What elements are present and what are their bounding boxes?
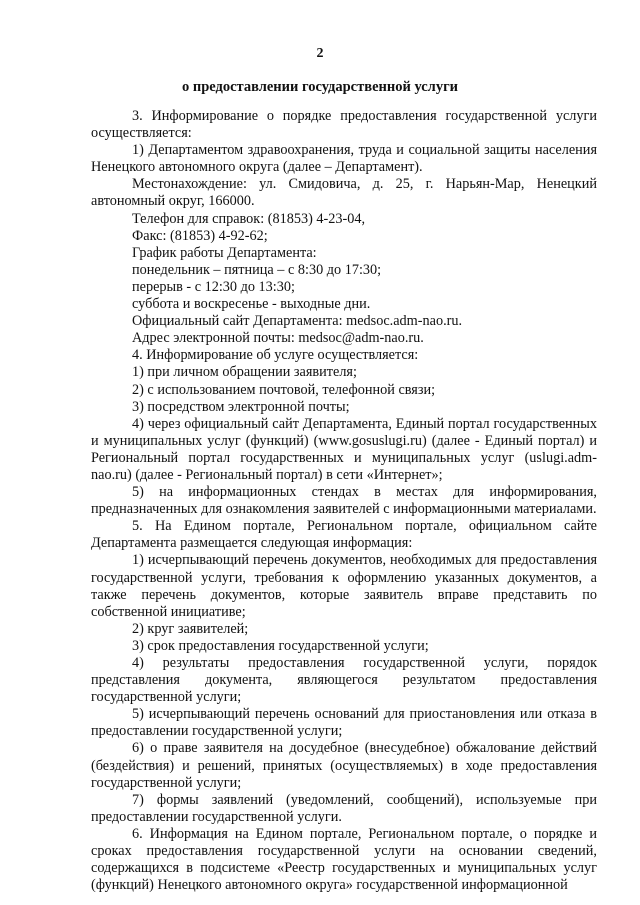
paragraph-4-5: 5) на информационных стендах в местах для информирования, предназначенных для ознакомления заявителей с информационными материалами. bbox=[91, 484, 597, 518]
paragraph-5-7: 7) формы заявлений (уведомлений, сообщений), используемые при предоставлении государственной услуги. bbox=[91, 791, 597, 825]
paragraph-fax: Факс: (81853) 4-92-62; bbox=[132, 227, 268, 244]
paragraph-6-intro: 6. Информация на Едином портале, Региональном портале, о порядке и сроках предоставления государственной услуги на основании сведений, содержащихся в подсистеме «Реестр государственных и муниципальных услуг (функций) Ненецкого автономного округа» государственной информационной bbox=[91, 825, 597, 894]
paragraph-5-4: 4) результаты предоставления государственной услуги, порядок представления документа, являющегося результатом предоставления государственной услуги; bbox=[91, 655, 597, 706]
paragraph-3-intro: 3. Информирование о порядке предоставления государственной услуги осуществляется: bbox=[91, 108, 597, 142]
paragraph-5-1: 1) исчерпывающий перечень документов, необходимых для предоставления государственной услуги, требования к оформлению указанных документов, а также перечень документов, которые заявитель вправе представить по собственной инициативе; bbox=[91, 552, 597, 620]
paragraph-5-5: 5) исчерпывающий перечень оснований для приостановления или отказа в предоставлении государственной услуги; bbox=[91, 706, 597, 740]
paragraph-5-3: 3) срок предоставления государственной услуги; bbox=[132, 637, 429, 654]
paragraph-website: Официальный сайт Департамента: medsoc.adm-nao.ru. bbox=[132, 313, 463, 330]
paragraph-5-intro: 5. На Едином портале, Региональном портале, официальном сайте Департамента размещается следующая информация: bbox=[91, 518, 597, 552]
paragraph-5-2: 2) круг заявителей; bbox=[132, 620, 249, 637]
paragraph-3-1-department: 1) Департаментом здравоохранения, труда и социальной защиты населения Ненецкого автономного округа (далее – Департамент). bbox=[91, 142, 597, 176]
paragraph-5-6: 6) о праве заявителя на досудебное (внесудебное) обжалование действий (бездействия) и решений, принятых (осуществляемых) в ходе предоставления государственной услуги; bbox=[91, 740, 597, 791]
paragraph-email: Адрес электронной почты: medsoc@adm-nao.ru. bbox=[132, 330, 424, 347]
paragraph-phone: Телефон для справок: (81853) 4-23-04, bbox=[132, 210, 366, 227]
paragraph-4-1: 1) при личном обращении заявителя; bbox=[132, 364, 357, 381]
document-body bbox=[91, 108, 597, 894]
paragraph-schedule-weekdays: понедельник – пятница – с 8:30 до 17:30; bbox=[132, 261, 382, 278]
paragraph-address: Местонахождение: ул. Смидовича, д. 25, г. Нарьян-Мар, Ненецкий автономный округ, 166000. bbox=[91, 176, 597, 210]
paragraph-4-3: 3) посредством электронной почты; bbox=[132, 398, 350, 415]
section-heading: о предоставлении государственной услуги bbox=[181, 79, 459, 95]
paragraph-schedule-break: перерыв - с 12:30 до 13:30; bbox=[132, 278, 295, 295]
paragraph-schedule-weekend: суббота и воскресенье - выходные дни. bbox=[132, 296, 371, 313]
paragraph-4-2: 2) с использованием почтовой, телефонной связи; bbox=[132, 381, 436, 398]
page-number: 2 bbox=[316, 46, 324, 61]
paragraph-4-4: 4) через официальный сайт Департамента, Единый портал государственных и муниципальных услуг (функций) (www.gosuslugi.ru) (далее - Единый портал) и Региональный портал государственных и муниципальных услуг (uslugi.adm-nao.ru) (далее - Региональный портал) в сети «Интернет»; bbox=[91, 415, 597, 483]
paragraph-4-intro: 4. Информирование об услуге осуществляется: bbox=[132, 347, 419, 364]
paragraph-schedule-title: График работы Департамента: bbox=[132, 244, 317, 261]
